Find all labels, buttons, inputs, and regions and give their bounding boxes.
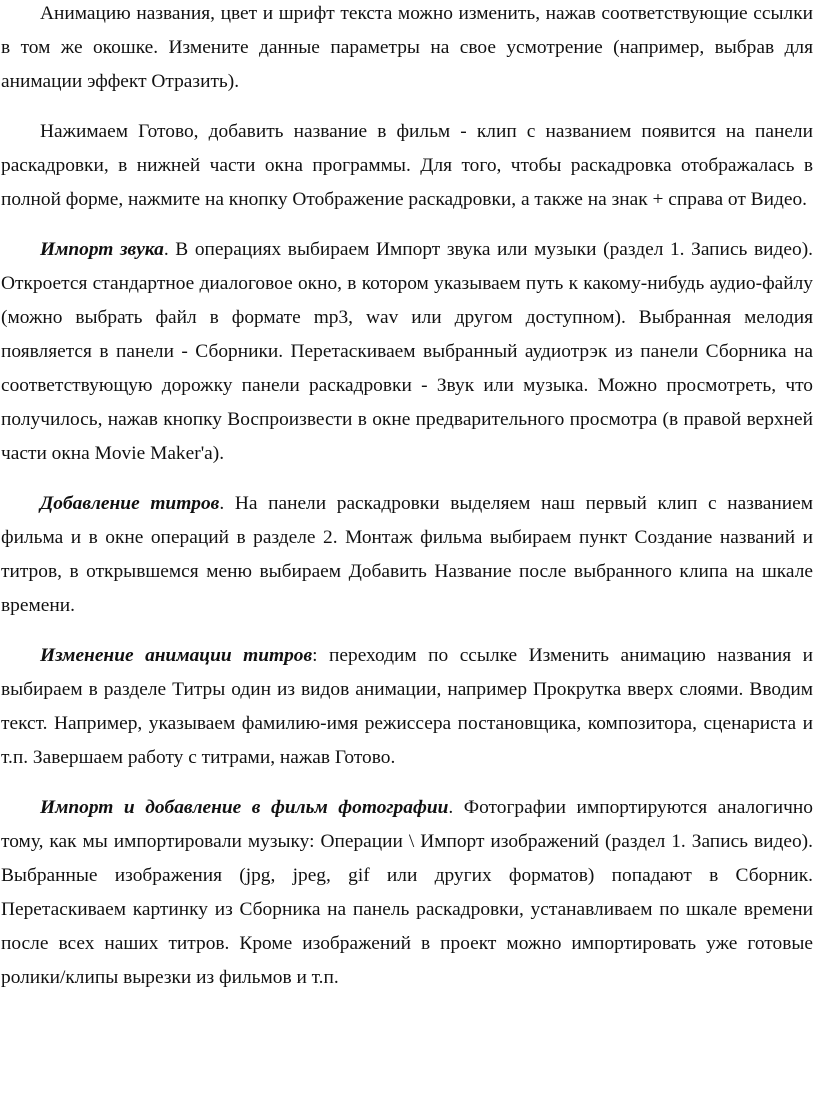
section-lead-import-sound: Импорт звука (40, 239, 164, 260)
paragraph-text: : переходим по ссылке Изменить анимацию названия и выбираем в разделе Титры один из видов анимации, например Прокрутка вверх слоями. Вводим текст. Например, указываем фамилию-имя режиссера постановщика, композитора, сценариста и т.п. Завершаем работу с титрами, нажав Готово. (1, 645, 813, 768)
paragraph-text: . На панели раскадровки выделяем наш первый клип с названием фильма и в окне операций в разделе 2. Монтаж фильма выбираем пункт Создание названий и титров, в открывшемся меню выбираем Добавить Название после выбранного клипа на шкале времени. (1, 493, 813, 616)
paragraph-add-credits (1, 487, 813, 623)
paragraph-title-animation-settings (1, 0, 813, 99)
section-lead-change-credits-animation: Изменение анимации титров (40, 645, 313, 666)
paragraph-text: Нажимаем Готово, добавить название в фильм - клип с названием появится на панели раскадровки, в нижней части окна программы. Для того, чтобы раскадровка отображалась в полной форме, нажмите на кнопку Отображение раскадровки, а также на знак + справа от Видео. (1, 121, 813, 210)
paragraph-text: . Фотографии импортируются аналогично тому, как мы импортировали музыку: Операции \ Импорт изображений (раздел 1. Запись видео). Выбранные изображения (jpg, jpeg, gif или других форматов) попадают в Сборник. Перетаскиваем картинку из Сборника на панель раскадровки, устанавливаем по шкале времени после всех наших титров. Кроме изображений в проект можно импортировать уже готовые ролики/клипы вырезки из фильмов и т.п. (1, 797, 813, 988)
paragraph-import-sound (1, 233, 813, 471)
paragraph-add-title-to-film (1, 115, 813, 217)
section-lead-add-credits: Добавление титров (40, 493, 220, 514)
section-lead-import-photos: Импорт и добавление в фильм фотографии (40, 797, 449, 818)
paragraph-text: . В операциях выбираем Импорт звука или музыки (раздел 1. Запись видео). Откроется стандартное диалоговое окно, в котором указываем путь к какому-нибудь аудио-файлу (можно выбрать файл в формате mp3, wav или другом доступном). Выбранная мелодия появляется в панели - Сборники. Перетаскиваем выбранный аудиотрэк из панели Сборника на соответствующую дорожку панели раскадровки - Звук или музыка. Можно просмотреть, что получилось, нажав кнопку Воспроизвести в окне предварительного просмотра (в правой верхней части окна Movie Maker'a). (1, 239, 813, 464)
paragraph-change-credits-animation (1, 639, 813, 775)
paragraph-import-photos (1, 791, 813, 995)
paragraph-text: Анимацию названия, цвет и шрифт текста можно изменить, нажав соответствующие ссылки в том же окошке. Измените данные параметры на свое усмотрение (например, выбрав для анимации эффект Отразить). (1, 3, 813, 92)
